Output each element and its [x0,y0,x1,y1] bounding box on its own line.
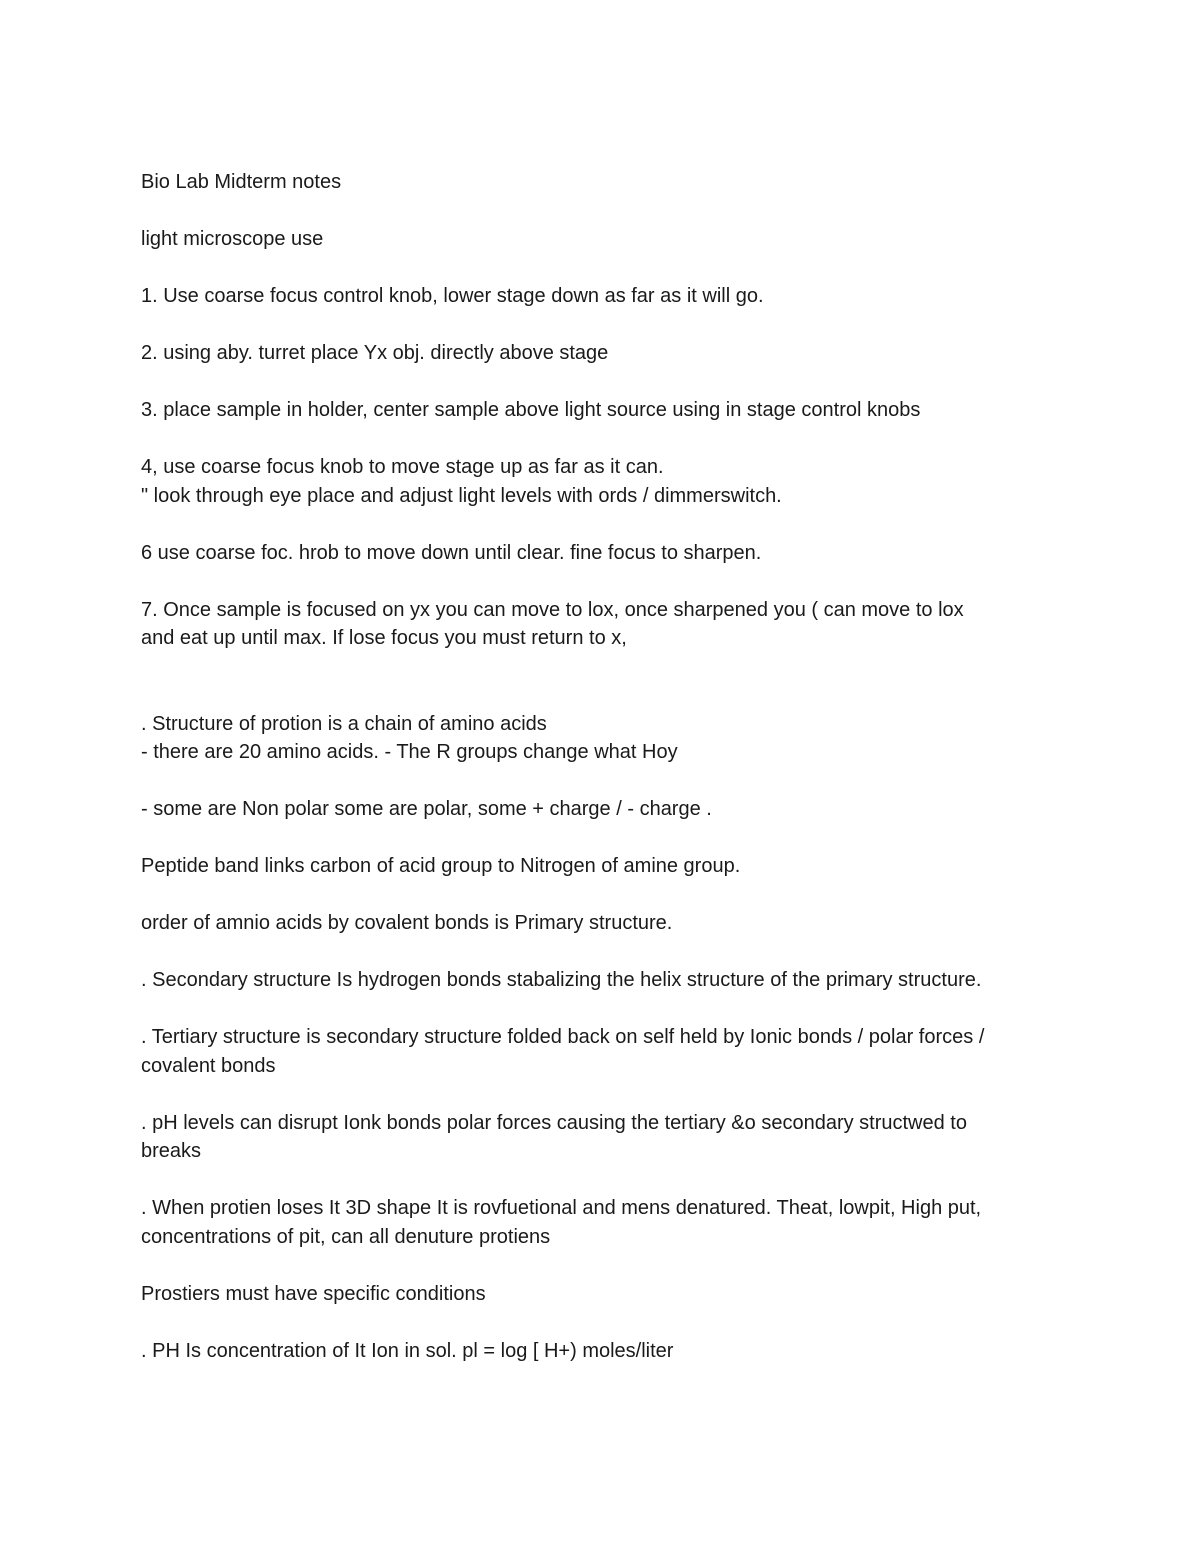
note-line: 4, use coarse focus knob to move stage up as far as it can. [141,456,664,478]
note-paragraph [141,396,1071,425]
note-paragraph [141,795,1071,824]
note-line: 7. Once sample is focused on yx you can move to lox, once sharpened you ( can move to lox [141,598,964,621]
note-line: and eat up until max. If lose focus you must return to x, [141,627,627,649]
note-line: Peptide band links carbon of acid group to Nitrogen of amine group. [141,855,741,877]
note-paragraph [141,1337,1071,1366]
section-heading: light microscope use [141,228,324,250]
note-line: order of amnio acids by covalent bonds is Primary structure. [141,912,673,934]
note-line: breaks [141,1140,202,1162]
note-line: - there are 20 amino acids. - The R groups change what Hoy [141,741,678,763]
note-paragraph [141,539,1071,568]
note-line: covalent bonds [141,1054,276,1077]
note-line: Prostiers must have specific conditions [141,1282,486,1305]
note-paragraph [141,282,1071,311]
document-body [141,168,1071,1394]
note-paragraph [141,710,1071,767]
note-paragraph [141,1023,1071,1080]
note-line: 3. place sample in holder, center sample above light source using in stage control knobs [141,399,921,421]
note-paragraph [141,852,1071,881]
note-line: . Secondary structure Is hydrogen bonds stabalizing the helix structure of the primary structure. [141,969,982,991]
note-line: - some are Non polar some are polar, some + charge / - charge . [141,798,712,820]
note-paragraph [141,1280,1071,1309]
note-line: . Structure of protion is a chain of amino acids [141,712,547,735]
note-line: . PH Is concentration of It Ion in sol. pl = log [ H+) moles/liter [141,1339,674,1362]
document-title: Bio Lab Midterm notes [141,171,342,193]
note-paragraph [141,1109,1071,1166]
note-paragraph [141,339,1071,368]
note-line: . Tertiary structure is secondary structure folded back on self held by Ionic bonds / polar forces / [141,1026,985,1048]
note-line: 2. using aby. turret place Yx obj. directly above stage [141,342,609,364]
note-paragraph [141,453,1071,510]
note-line: 6 use coarse foc. hrob to move down until clear. fine focus to sharpen. [141,541,762,564]
note-line: " look through eye place and adjust light levels with ords / dimmerswitch. [141,484,782,507]
note-line: . pH levels can disrupt Ionk bonds polar forces causing the tertiary &o secondary structwed to [141,1111,967,1134]
note-paragraph [141,966,1071,995]
note-paragraph [141,909,1071,938]
note-paragraph [141,1194,1071,1251]
note-line: 1. Use coarse focus control knob, lower stage down as far as it will go. [141,285,764,307]
note-line: concentrations of pit, can all denuture protiens [141,1225,551,1248]
note-line: . When protien loses It 3D shape It is rovfuetional and mens denatured. Theat, lowpit, High put, [141,1197,982,1219]
note-paragraph [141,596,1071,653]
